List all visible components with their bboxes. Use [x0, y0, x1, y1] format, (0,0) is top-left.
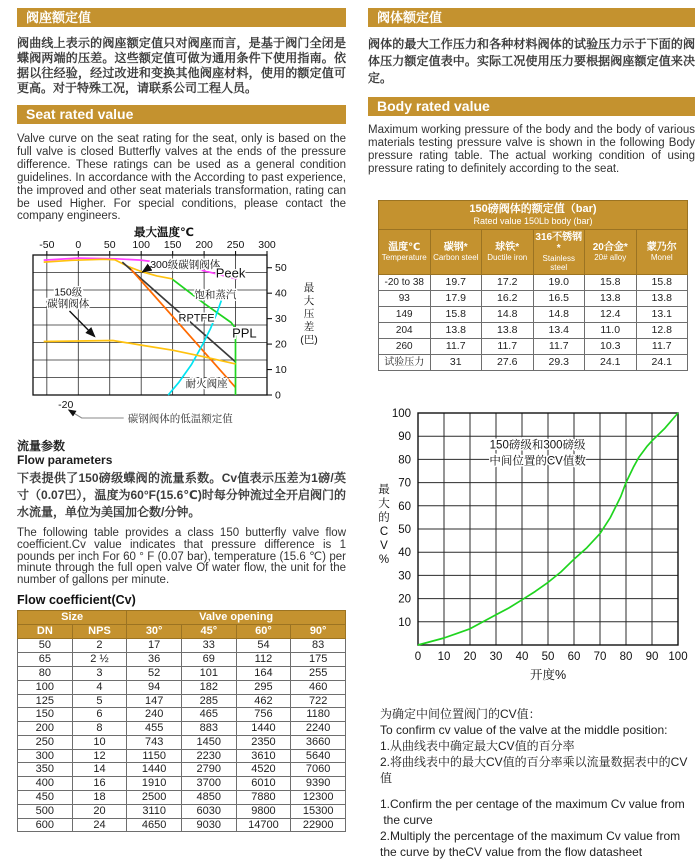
- svg-text:PPL: PPL: [232, 325, 257, 341]
- table-cell: 240: [127, 708, 182, 722]
- column-header: 45°: [181, 625, 236, 639]
- flow-parameters-title-zh: 流量参数: [17, 439, 66, 454]
- body-intro-en: Maximum working pressure of the body and the body of various materials testing pressure valve is shown in the following Body pressure rating table. The actual working condition of using pressure rating to definitely according to the seat.: [368, 124, 695, 175]
- table-cell: 4520: [236, 763, 291, 777]
- table-row: [18, 735, 346, 749]
- svg-text:大: 大: [303, 295, 315, 308]
- table-cell: 16: [72, 777, 127, 791]
- table-cell: 11.7: [482, 339, 534, 355]
- seat-rating-chart: [17, 225, 347, 431]
- column-header: 蒙乃尔 Monel: [636, 230, 688, 275]
- table-row: [18, 749, 346, 763]
- table-cell: 13.8: [430, 323, 482, 339]
- table-cell: 15.8: [585, 275, 637, 291]
- seat-rated-value-header-zh: 阀座额定值: [17, 8, 346, 27]
- table-cell: 13.4: [533, 323, 585, 339]
- table-cell: 16.5: [533, 291, 585, 307]
- svg-text:30: 30: [398, 570, 411, 583]
- table-cell: 9030: [181, 818, 236, 832]
- table-row: [379, 291, 688, 307]
- svg-text:30: 30: [489, 651, 503, 663]
- table-cell: 31: [430, 355, 482, 371]
- cv-note-line: 1.从曲线表中确定最大CV值的百分率: [380, 739, 575, 753]
- flow-parameters-title-en: Flow parameters: [17, 453, 113, 468]
- table-cell: 4650: [127, 818, 182, 832]
- table-cell: 9800: [236, 804, 291, 818]
- table-row: [379, 275, 688, 291]
- table-cell: 112: [236, 653, 291, 667]
- table-cell: 6010: [236, 777, 291, 791]
- column-header: 30°: [127, 625, 182, 639]
- svg-text:20: 20: [275, 338, 287, 351]
- table-cell: 52: [127, 666, 182, 680]
- column-header: DN: [18, 625, 73, 639]
- table-cell: 15.8: [636, 275, 688, 291]
- table-row: [18, 777, 346, 791]
- table-cell: 255: [291, 666, 346, 680]
- table-cell: 24: [72, 818, 127, 832]
- table-cell: 462: [236, 694, 291, 708]
- svg-text:饱和蒸汽: 饱和蒸汽: [194, 289, 237, 302]
- table-cell: 2500: [127, 791, 182, 805]
- cv-note-line: 为确定中间位置阀门的CV值：: [380, 707, 541, 721]
- table-cell: 11.0: [585, 323, 637, 339]
- svg-text:300: 300: [258, 239, 276, 252]
- left-column: [17, 8, 346, 832]
- svg-text:40: 40: [398, 547, 411, 560]
- flow-table-header-row: [18, 625, 346, 639]
- flow-intro-en: The following table provides a class 150 butterfly valve flow coefficient.Cv value indicates that pressure difference is 1 pounds per inch For 60 ° F (0.07 bar), temperature (15.6 ℃) per minute through the full open valve Of water flow, the unit for the number of gallons per minute.: [17, 527, 346, 586]
- table-cell: 1150: [127, 749, 182, 763]
- svg-text:的: 的: [378, 512, 390, 524]
- table-cell: 54: [236, 639, 291, 653]
- cv-note-line: 2.Multiply the percentage of the maximum Cv value from: [380, 829, 681, 843]
- svg-text:C: C: [379, 526, 389, 538]
- flow-table-group-row: [18, 611, 346, 625]
- svg-text:20: 20: [463, 651, 477, 663]
- table-cell: 14700: [236, 818, 291, 832]
- column-header: 60°: [236, 625, 291, 639]
- table-cell: 14.8: [482, 307, 534, 323]
- table-cell: 2790: [181, 763, 236, 777]
- table-cell: 300: [18, 749, 73, 763]
- svg-text:最: 最: [378, 484, 390, 496]
- table-cell: 4850: [181, 791, 236, 805]
- table-row: [379, 323, 688, 339]
- table-cell: 65: [18, 653, 73, 667]
- table-row: [379, 339, 688, 355]
- table-cell: 69: [181, 653, 236, 667]
- table-cell: 1180: [291, 708, 346, 722]
- body-table-body: [379, 275, 688, 371]
- svg-text:-20: -20: [58, 399, 74, 412]
- table-row: [18, 680, 346, 694]
- table-cell: 83: [291, 639, 346, 653]
- svg-text:80: 80: [619, 651, 633, 663]
- table-cell: 8: [72, 722, 127, 736]
- table-cell: 1440: [127, 763, 182, 777]
- svg-text:100: 100: [132, 239, 150, 252]
- table-cell: 2 ½: [72, 653, 127, 667]
- svg-text:90: 90: [398, 431, 411, 444]
- body-table-head: [379, 201, 688, 275]
- svg-text:150级: 150级: [54, 286, 83, 299]
- table-cell: 13.8: [482, 323, 534, 339]
- table-cell: 7880: [236, 791, 291, 805]
- column-header: 90°: [291, 625, 346, 639]
- table-row: [18, 666, 346, 680]
- svg-text:V: V: [380, 540, 388, 552]
- svg-text:70: 70: [398, 477, 411, 490]
- table-cell: 460: [291, 680, 346, 694]
- table-cell: 13.1: [636, 307, 688, 323]
- table-cell: 20: [72, 804, 127, 818]
- table-cell: 175: [291, 653, 346, 667]
- table-cell: 11.7: [533, 339, 585, 355]
- table-row: [379, 355, 688, 371]
- seat-intro-zh: 阀曲线上表示的阀座额定值只对阀座而言，是基于阀门全闭是蝶阀两端的压差。这些额定值可做为通用条件下使用指南。依据以往经验，经过改进和变换其他阀座材料，使用的额定值可更高。对于特殊工况，请联系公司工程人员。: [17, 36, 346, 95]
- table-cell: 18: [72, 791, 127, 805]
- table-cell: 11.7: [430, 339, 482, 355]
- right-column: [368, 8, 695, 860]
- table-row: [379, 307, 688, 323]
- table-cell: 10.3: [585, 339, 637, 355]
- table-cell: 试验压力: [379, 355, 431, 371]
- svg-text:50: 50: [103, 239, 116, 252]
- table-cell: 14: [72, 763, 127, 777]
- table-row: [18, 804, 346, 818]
- svg-text:大: 大: [378, 498, 390, 510]
- svg-text:30: 30: [275, 313, 287, 326]
- table-cell: 260: [379, 339, 431, 355]
- svg-text:150磅级和300磅级: 150磅级和300磅级: [489, 439, 586, 452]
- table-cell: 3700: [181, 777, 236, 791]
- table-cell: 16.2: [482, 291, 534, 307]
- table-cell: 36: [127, 653, 182, 667]
- cv-notes: [368, 706, 695, 860]
- table-cell: 12300: [291, 791, 346, 805]
- table-cell: 204: [379, 323, 431, 339]
- svg-text:RPTFE: RPTFE: [178, 312, 215, 325]
- svg-text:250: 250: [226, 239, 245, 252]
- table-cell: 80: [18, 666, 73, 680]
- cv-note-line: 2.将曲线表中的最大CV值的百分率乘以流量数据表中的CV值: [380, 755, 688, 785]
- svg-text:100: 100: [668, 651, 688, 663]
- table-cell: 450: [18, 791, 73, 805]
- table-row: [18, 763, 346, 777]
- svg-text:开度%: 开度%: [529, 668, 567, 682]
- svg-text:10: 10: [275, 364, 287, 377]
- table-cell: 150: [18, 708, 73, 722]
- table-cell: 10: [72, 735, 127, 749]
- table-cell: 2230: [181, 749, 236, 763]
- table-cell: 5640: [291, 749, 346, 763]
- table-cell: 350: [18, 763, 73, 777]
- table-cell: 200: [18, 722, 73, 736]
- svg-text:0: 0: [75, 239, 82, 252]
- flow-table-body: [18, 639, 346, 832]
- table-cell: 12: [72, 749, 127, 763]
- table-cell: 94: [127, 680, 182, 694]
- svg-text:压: 压: [303, 308, 315, 321]
- table-cell: 24.1: [636, 355, 688, 371]
- body-intro-zh: 阀体的最大工作压力和各种材料阀体的试验压力示于下面的阀体压力额定值表中。实际工况使用压力要根据阀座额定值来决定。: [368, 37, 695, 85]
- table-row: [18, 639, 346, 653]
- table-cell: 101: [181, 666, 236, 680]
- table-row: [18, 791, 346, 805]
- svg-text:0: 0: [275, 389, 281, 402]
- cv-note-line: the curve by theCV value from the flow datasheet: [380, 845, 643, 859]
- table-cell: 5: [72, 694, 127, 708]
- cv-note-line: [380, 786, 695, 796]
- body-rated-table: [378, 200, 688, 371]
- table-cell: 125: [18, 694, 73, 708]
- body-table-title-en: Rated value 150Lb body (bar): [473, 216, 593, 226]
- column-group-header: Size: [18, 611, 127, 625]
- table-cell: 2350: [236, 735, 291, 749]
- table-cell: 17.2: [482, 275, 534, 291]
- flow-coefficient-title: Flow coefficient(Cv): [17, 593, 136, 608]
- svg-text:300级碳钢阀体: 300级碳钢阀体: [150, 259, 221, 272]
- column-group-header: Valve opening: [127, 611, 346, 625]
- svg-text:10: 10: [398, 616, 411, 629]
- table-cell: 100: [18, 680, 73, 694]
- column-header: 温度℃ Temperature: [379, 230, 431, 275]
- table-cell: 1450: [181, 735, 236, 749]
- table-cell: 19.0: [533, 275, 585, 291]
- table-cell: 722: [291, 694, 346, 708]
- svg-text:60: 60: [398, 500, 411, 513]
- svg-text:Peek: Peek: [215, 265, 246, 281]
- svg-text:中间位置的CV值数: 中间位置的CV值数: [489, 455, 586, 468]
- table-cell: 13.8: [585, 291, 637, 307]
- svg-text:-50: -50: [39, 239, 55, 252]
- table-cell: 13.8: [636, 291, 688, 307]
- svg-text:90: 90: [645, 651, 659, 663]
- svg-text:20: 20: [398, 593, 411, 606]
- svg-text:0: 0: [414, 651, 422, 663]
- table-cell: 93: [379, 291, 431, 307]
- column-header: NPS: [72, 625, 127, 639]
- table-cell: 147: [127, 694, 182, 708]
- table-cell: 743: [127, 735, 182, 749]
- table-row: [18, 722, 346, 736]
- table-cell: 285: [181, 694, 236, 708]
- table-cell: 50: [18, 639, 73, 653]
- svg-text:(巴): (巴): [300, 334, 318, 347]
- svg-text:耐火阀座: 耐火阀座: [185, 378, 228, 391]
- table-cell: 6030: [181, 804, 236, 818]
- svg-text:70: 70: [593, 651, 607, 663]
- body-table-title-row: [379, 201, 688, 230]
- svg-text:10: 10: [437, 651, 451, 663]
- svg-text:碳钢阀体: 碳钢阀体: [47, 298, 90, 311]
- table-cell: 3110: [127, 804, 182, 818]
- table-row: [18, 694, 346, 708]
- svg-text:碳钢阀体的低温额定值: 碳钢阀体的低温额定值: [127, 413, 233, 426]
- table-cell: 12.8: [636, 323, 688, 339]
- svg-text:60: 60: [567, 651, 581, 663]
- svg-text:100: 100: [391, 408, 411, 420]
- svg-text:150: 150: [163, 239, 182, 252]
- table-cell: 33: [181, 639, 236, 653]
- table-cell: 883: [181, 722, 236, 736]
- table-cell: 15.8: [430, 307, 482, 323]
- table-cell: 149: [379, 307, 431, 323]
- table-cell: 455: [127, 722, 182, 736]
- table-cell: 3: [72, 666, 127, 680]
- cv-note-line: the curve: [380, 813, 433, 827]
- table-cell: 2240: [291, 722, 346, 736]
- body-rated-value-header-en: Body rated value: [368, 97, 695, 116]
- svg-text:最: 最: [303, 282, 315, 295]
- table-cell: 1910: [127, 777, 182, 791]
- table-row: [18, 653, 346, 667]
- svg-text:差: 差: [303, 321, 315, 334]
- table-cell: 3610: [236, 749, 291, 763]
- table-cell: 1440: [236, 722, 291, 736]
- column-header: 316不锈钢* Stainless steel: [533, 230, 585, 275]
- svg-text:最大温度℃: 最大温度℃: [134, 227, 194, 240]
- table-cell: 7060: [291, 763, 346, 777]
- table-cell: 9390: [291, 777, 346, 791]
- svg-text:80: 80: [398, 454, 411, 467]
- table-cell: 17.9: [430, 291, 482, 307]
- table-cell: 22900: [291, 818, 346, 832]
- cv-chart-wrap: [368, 397, 695, 694]
- table-cell: 4: [72, 680, 127, 694]
- table-cell: 295: [236, 680, 291, 694]
- table-cell: 400: [18, 777, 73, 791]
- table-cell: 15300: [291, 804, 346, 818]
- table-cell: 19.7: [430, 275, 482, 291]
- table-cell: 164: [236, 666, 291, 680]
- body-table-title-zh: 150磅阀体的额定值（bar): [469, 203, 597, 215]
- svg-text:40: 40: [275, 288, 287, 301]
- cv-note-line: 1.Confirm the per centage of the maximum Cv value from: [380, 797, 685, 811]
- body-table-header-row: [379, 230, 688, 275]
- seat-rated-value-header-en: Seat rated value: [17, 105, 346, 124]
- flow-parameters-title: [17, 439, 346, 467]
- column-header: 球铁* Ductile iron: [482, 230, 534, 275]
- svg-text:50: 50: [541, 651, 555, 663]
- svg-text:50: 50: [275, 262, 287, 275]
- table-cell: 182: [181, 680, 236, 694]
- table-cell: 2: [72, 639, 127, 653]
- table-cell: 500: [18, 804, 73, 818]
- table-cell: 465: [181, 708, 236, 722]
- svg-text:200: 200: [195, 239, 213, 252]
- table-cell: 6: [72, 708, 127, 722]
- seat-intro-en: Valve curve on the seat rating for the seat, only is based on the full valve is closed Butterfly valves at the ends of the pressure difference. These ratings can be used as a general condition guidelines. In accordance with the According to past experience, the improved and other seat materials transformation, rating can be used Higher. For special conditions, please contact the company engineers.: [17, 133, 346, 223]
- cv-note-line: To confirm cv value of the valve at the middle position:: [380, 723, 668, 737]
- table-cell: 24.1: [585, 355, 637, 371]
- column-header: 碳钢* Carbon steel: [430, 230, 482, 275]
- table-cell: 29.3: [533, 355, 585, 371]
- table-row: [18, 708, 346, 722]
- table-row: [18, 818, 346, 832]
- seat-rating-chart-wrap: [17, 225, 346, 436]
- body-table-title: [379, 201, 688, 230]
- table-cell: 250: [18, 735, 73, 749]
- table-cell: 27.6: [482, 355, 534, 371]
- table-cell: 12.4: [585, 307, 637, 323]
- table-cell: 14.8: [533, 307, 585, 323]
- table-cell: -20 to 38: [379, 275, 431, 291]
- column-header: 20合金* 20# alloy: [585, 230, 637, 275]
- body-rated-value-header-zh: 阀体额定值: [368, 8, 695, 27]
- table-cell: 3660: [291, 735, 346, 749]
- table-cell: 11.7: [636, 339, 688, 355]
- table-cell: 17: [127, 639, 182, 653]
- svg-text:50: 50: [398, 524, 411, 536]
- svg-text:40: 40: [515, 651, 529, 663]
- flow-coefficient-table: [17, 610, 346, 832]
- table-cell: 600: [18, 818, 73, 832]
- flow-table-head: [18, 611, 346, 639]
- table-cell: 756: [236, 708, 291, 722]
- cv-percentage-chart: [368, 397, 690, 689]
- svg-text:%: %: [378, 554, 390, 566]
- flow-intro-zh: 下表提供了150磅级蝶阀的流量系数。Cv值表示压差为1磅/英寸（0.07巴），温度为60°F(15.6℃)时每分钟流过全开启阀门的水流量，单位为美国加仑数/分钟。: [17, 471, 346, 520]
